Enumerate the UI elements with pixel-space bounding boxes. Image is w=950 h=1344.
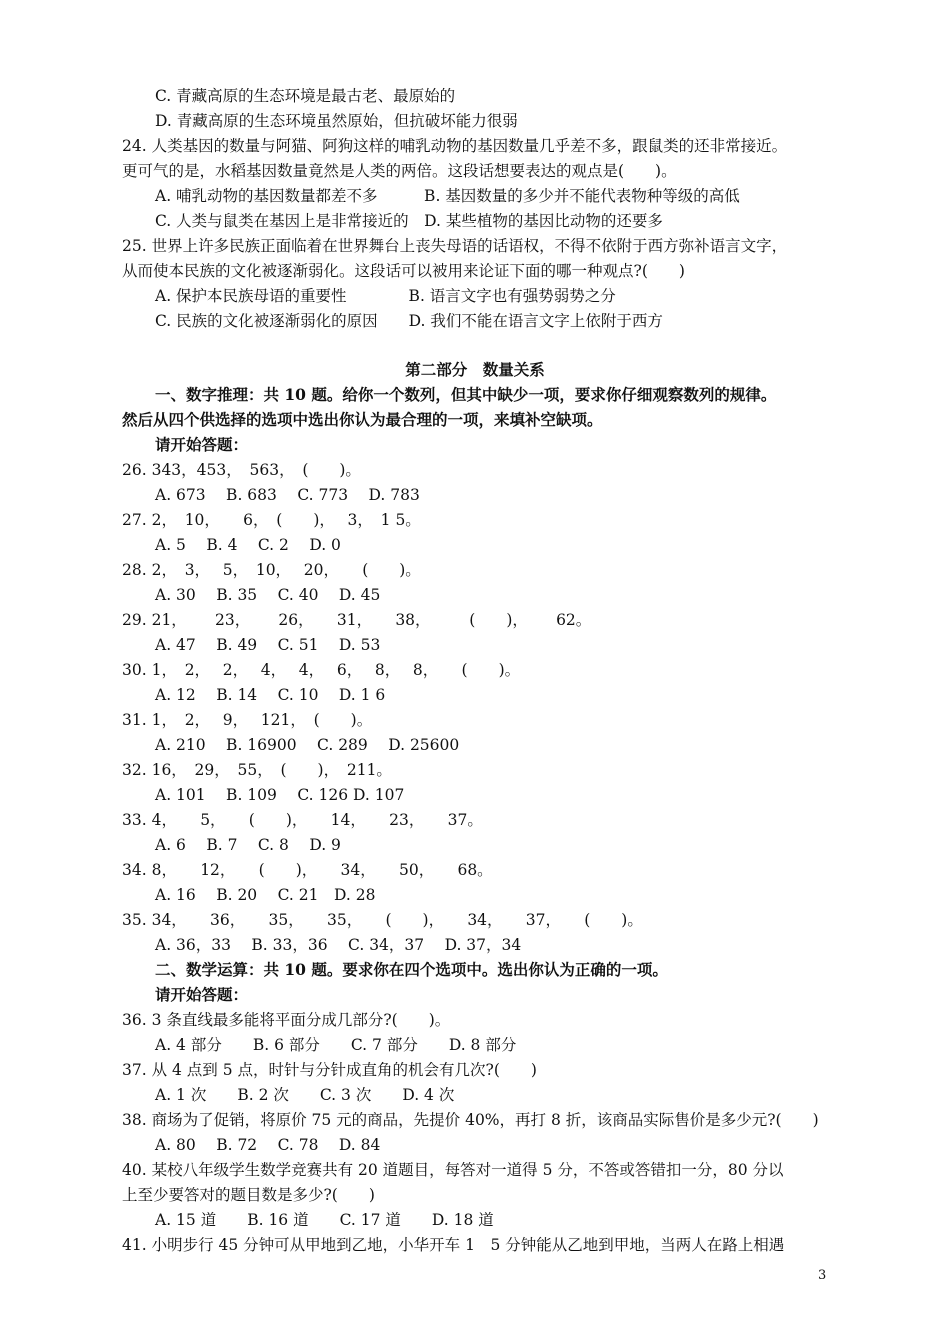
q37-stem: 37. 从 4 点到 5 点，时针与分针成直角的机会有几次?( )	[122, 1061, 537, 1079]
section1-instructions-line2: 然后从四个供选择的选项中选出你认为最合理的一项，来填补空缺项。	[122, 410, 603, 429]
page-number: 3	[818, 1268, 827, 1283]
q40-stem-line2: 上至少要答对的题目数是多少?( )	[122, 1186, 375, 1204]
q29-options: A. 47 B. 49 C. 51 D. 53	[155, 636, 381, 654]
q24-stem-line2: 更可气的是，水稻基因数量竟然是人类的两倍。这段话想要表达的观点是( )。	[122, 162, 677, 180]
q23-option-c: C. 青藏高原的生态环境是最古老、最原始的	[155, 87, 456, 105]
q38-options: A. 80 B. 72 C. 78 D. 84	[155, 1136, 381, 1154]
q41-stem-line1: 41. 小明步行 45 分钟可从甲地到乙地，小华开车 1 5 分钟能从乙地到甲地，当两人在路上相遇	[122, 1236, 785, 1254]
q23-option-d: D. 青藏高原的生态环境虽然原始，但抗破坏能力很弱	[155, 112, 518, 130]
section1-start-label: 请开始答题：	[155, 435, 249, 454]
q35-stem: 35. 34， 36， 35， 35， ( )， 34， 37， ( )。	[122, 911, 643, 929]
q40-options: A. 15 道 B. 16 道 C. 17 道 D. 18 道	[155, 1211, 494, 1229]
q31-stem: 31. 1， 2， 9， 121， ( )。	[122, 711, 373, 729]
q36-stem: 36. 3 条直线最多能将平面分成几部分?( )。	[122, 1011, 451, 1029]
q34-stem: 34. 8， 12， ( )， 34， 50， 68。	[122, 861, 493, 879]
q26-stem: 26. 343，453， 563， ( )。	[122, 461, 361, 479]
q25-stem-line2: 从而使本民族的文化被逐渐弱化。这段话可以被用来论证下面的哪一种观点?( )	[122, 262, 685, 280]
q33-options: A. 6 B. 7 C. 8 D. 9	[155, 836, 341, 854]
q26-options: A. 673 B. 683 C. 773 D. 783	[155, 486, 420, 504]
q24-options-cd: C. 人类与鼠类在基因上是非常接近的 D. 某些植物的基因比动物的还要多	[155, 212, 663, 230]
q37-options: A. 1 次 B. 2 次 C. 3 次 D. 4 次	[155, 1086, 455, 1104]
q34-options: A. 16 B. 20 C. 21 D. 28	[155, 886, 376, 904]
q25-options-ab: A. 保护本民族母语的重要性 B. 语言文字也有强势弱势之分	[155, 287, 616, 305]
q28-stem: 28. 2， 3， 5， 10， 20， ( )。	[122, 561, 421, 579]
section-title: 第二部分 数量关系	[405, 360, 545, 379]
q27-stem: 27. 2， 10， 6， ( )， 3， 1 5。	[122, 511, 421, 529]
q30-options: A. 12 B. 14 C. 10 D. 1 6	[155, 686, 386, 704]
q38-stem: 38. 商场为了促销，将原价 75 元的商品，先提价 40%，再打 8 折，该商品实际售价是多少元?( )	[122, 1111, 819, 1129]
q35-options: A. 36，33 B. 33，36 C. 34，37 D. 37，34	[155, 936, 522, 954]
q33-stem: 33. 4， 5， ( )， 14， 23， 37。	[122, 811, 483, 829]
section2-start-label: 请开始答题：	[155, 985, 249, 1004]
q28-options: A. 30 B. 35 C. 40 D. 45	[155, 586, 381, 604]
q27-options: A. 5 B. 4 C. 2 D. 0	[155, 536, 341, 554]
q24-options-ab: A. 哺乳动物的基因数量都差不多 B. 基因数量的多少并不能代表物种等级的高低	[155, 187, 740, 205]
section2-instructions: 二、数学运算：共 10 题。要求你在四个选项中。选出你认为正确的一项。	[155, 960, 668, 979]
section1-instructions-line1: 一、数字推理：共 10 题。给你一个数列，但其中缺少一项，要求你仔细观察数列的规律。	[155, 385, 777, 404]
q36-options: A. 4 部分 B. 6 部分 C. 7 部分 D. 8 部分	[155, 1036, 517, 1054]
q31-options: A. 210 B. 16900 C. 289 D. 25600	[155, 736, 460, 754]
q25-stem-line1: 25. 世界上许多民族正面临着在世界舞台上丧失母语的话语权，不得不依附于西方弥补语言文字，	[122, 237, 788, 255]
q32-stem: 32. 16， 29， 55， ( )， 211。	[122, 761, 392, 779]
q25-options-cd: C. 民族的文化被逐渐弱化的原因 D. 我们不能在语言文字上依附于西方	[155, 312, 663, 330]
q40-stem-line1: 40. 某校八年级学生数学竞赛共有 20 道题目，每答对一道得 5 分，不答或答错扣一分，80 分以	[122, 1161, 784, 1179]
q30-stem: 30. 1， 2， 2， 4， 4， 6， 8， 8， ( )。	[122, 661, 521, 679]
q29-stem: 29. 21， 23， 26， 31， 38， ( )， 62。	[122, 611, 592, 629]
q32-options: A. 101 B. 109 C. 126 D. 107	[155, 786, 405, 804]
q24-stem-line1: 24. 人类基因的数量与阿猫、阿狗这样的哺乳动物的基因数量几乎差不多，跟鼠类的还非常接近。	[122, 137, 788, 155]
